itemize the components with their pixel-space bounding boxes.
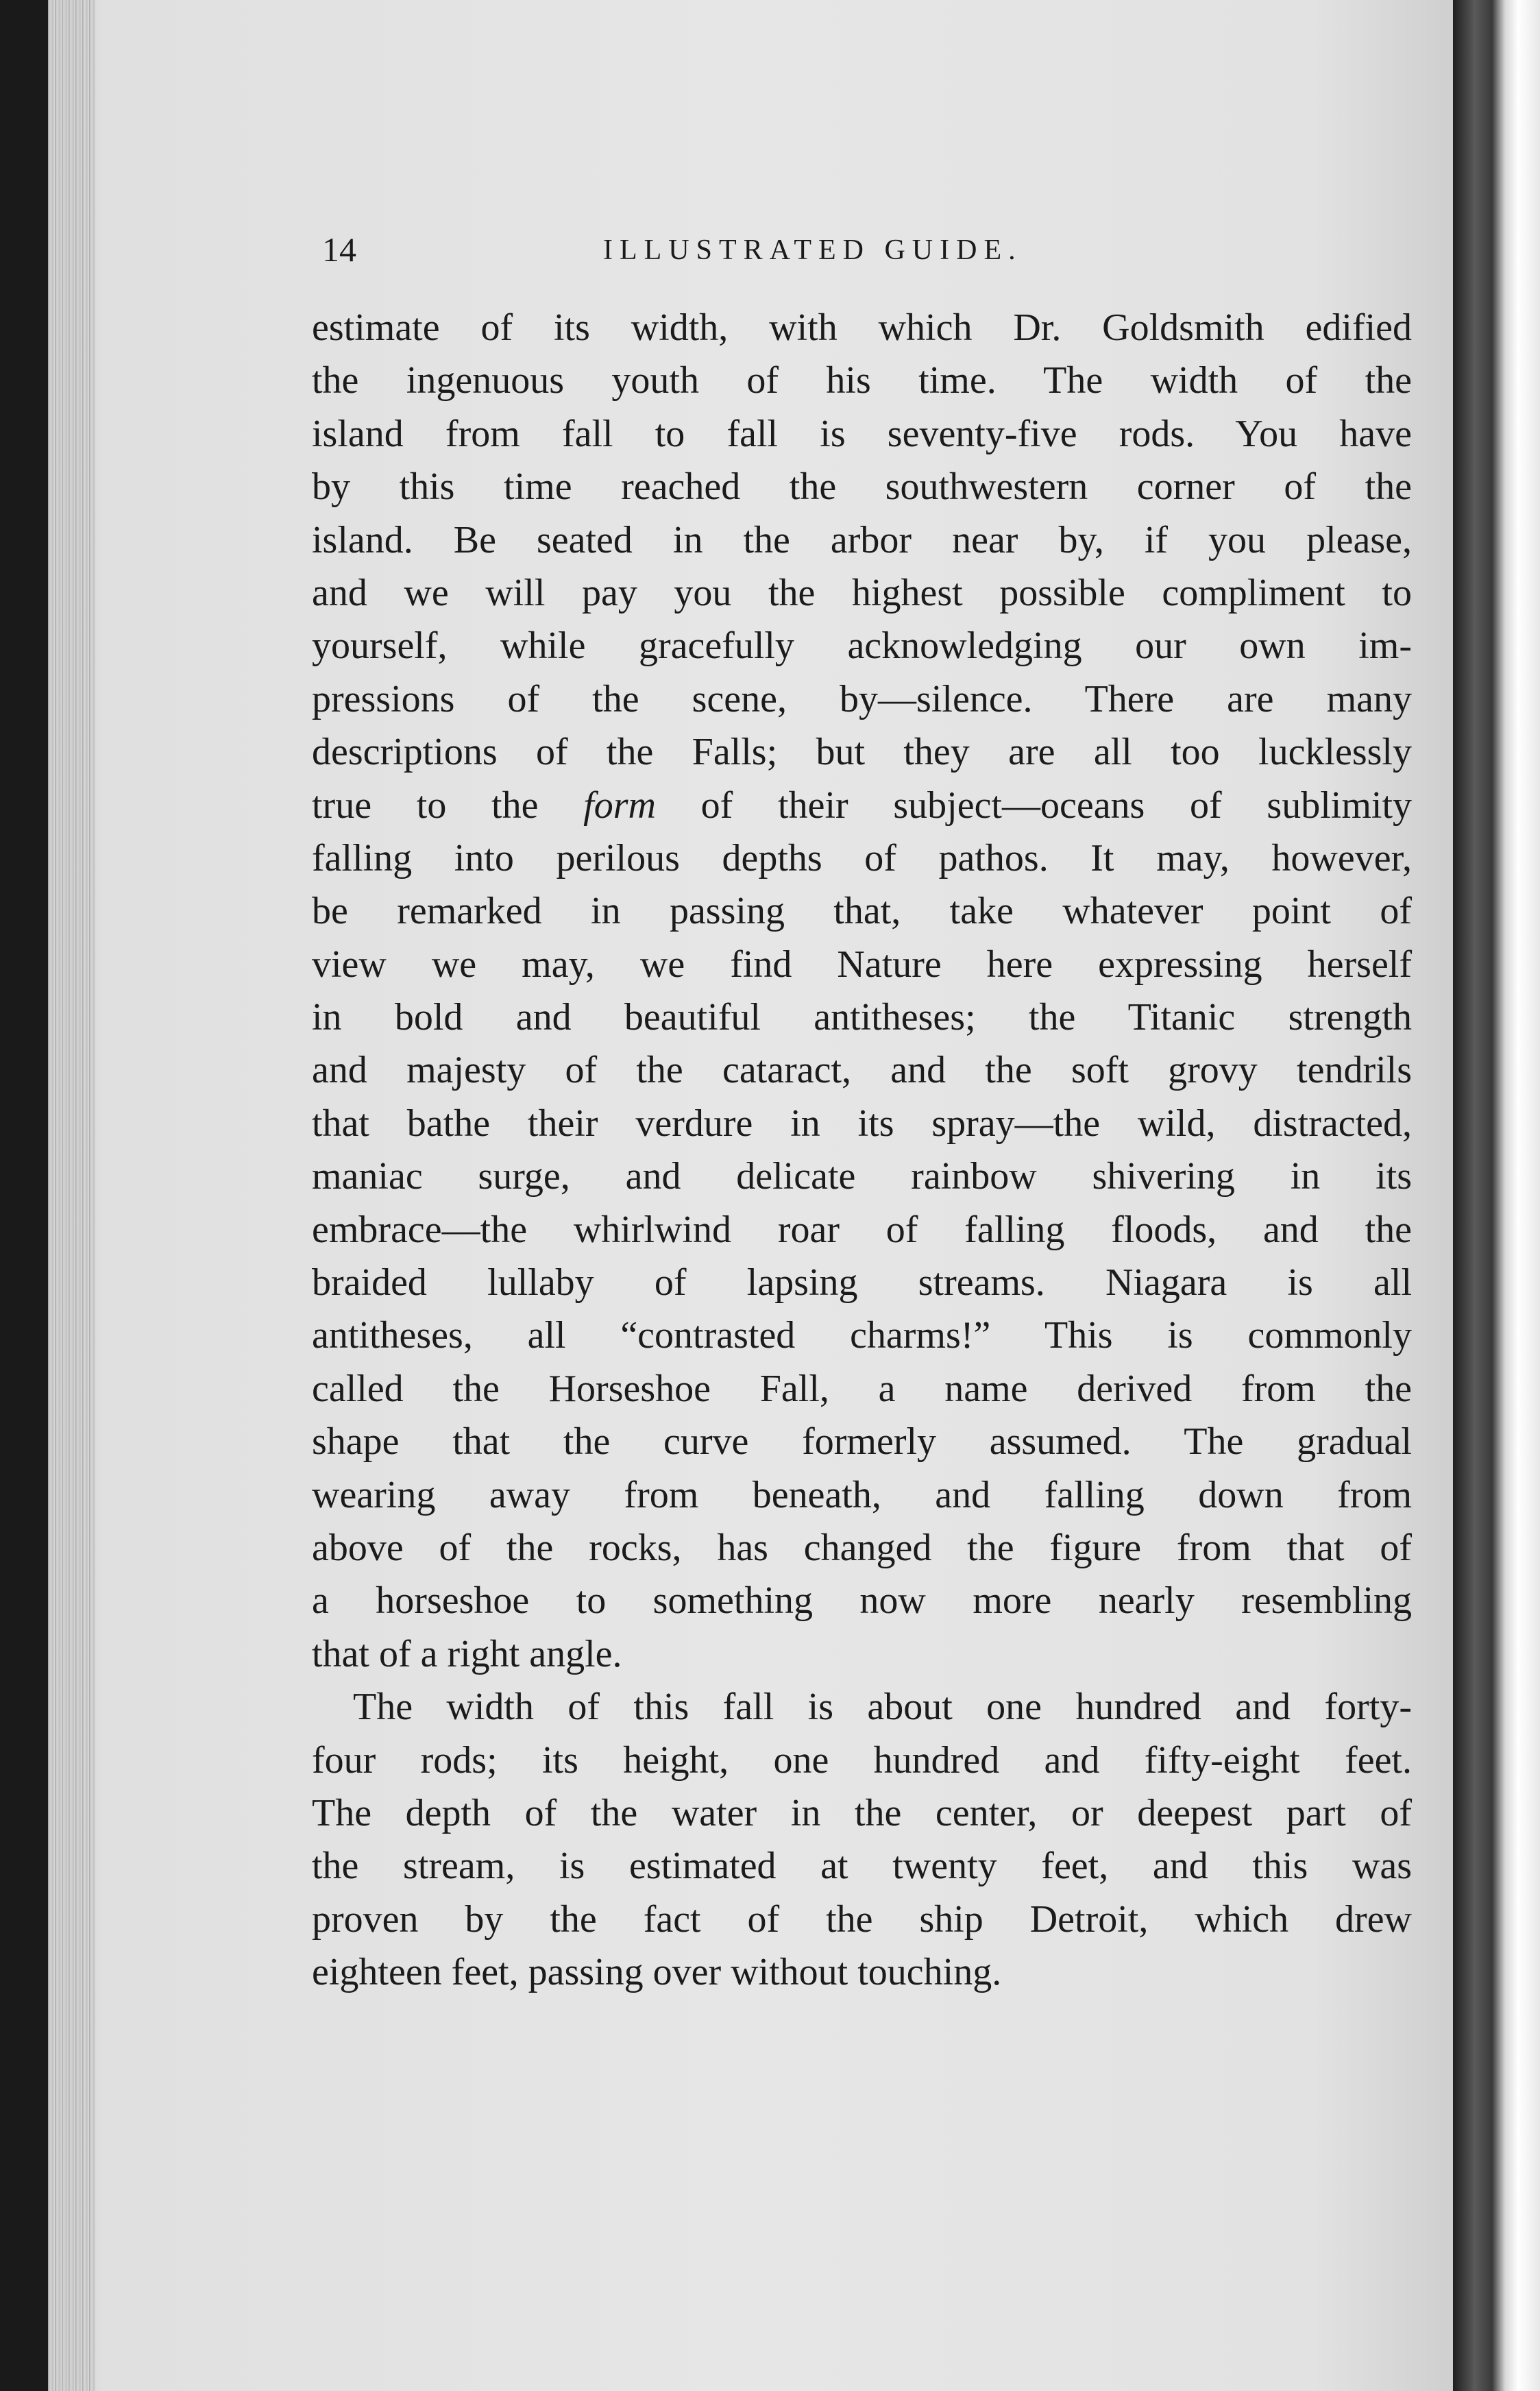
text-segment: view we may, we find Nature here expressing herself: [312, 943, 1412, 986]
text-segment: estimate of its width, with which Dr. Goldsmith edified: [312, 306, 1412, 349]
text-segment: antitheses, all “contrasted charms!” This is commonly: [312, 1314, 1412, 1357]
paragraph-1: [312, 302, 1412, 1681]
text-segment: by this time reached the southwestern corner of the: [312, 465, 1412, 509]
text-line: [312, 1787, 1412, 1840]
text-segment: four rods; its height, one hundred and fifty-eight feet.: [312, 1738, 1412, 1782]
text-segment: embrace—the whirlwind roar of falling floods, and the: [312, 1208, 1412, 1251]
text-line: [312, 514, 1412, 567]
text-line: [312, 1204, 1412, 1257]
text-segment: shape that the curve formerly assumed. The gradual: [312, 1420, 1412, 1464]
text-segment: pressions of the scene, by—silence. There are many: [312, 677, 1412, 720]
text-segment: that of a right angle.: [312, 1632, 622, 1675]
text-line: [312, 1734, 1412, 1787]
text-line: [312, 779, 1412, 832]
page-stack-edges: [48, 0, 96, 2391]
text-line: [312, 1097, 1412, 1150]
text-segment: a horseshoe to something now more nearly resembling: [312, 1579, 1412, 1623]
text-segment: island from fall to fall is seventy-five rods. You have: [312, 412, 1412, 455]
running-head: ILLUSTRATED GUIDE.: [603, 234, 1023, 266]
text-line: [312, 1257, 1412, 1309]
text-segment: The depth of the water in the center, or deepest part of: [312, 1791, 1412, 1834]
text-line: [312, 673, 1412, 726]
text-line: [312, 991, 1412, 1044]
text-line: [312, 408, 1412, 461]
text-line: [312, 1946, 1412, 1999]
text-line: [312, 1628, 1412, 1681]
text-segment: the ingenuous youth of his time. The width of the: [312, 359, 1412, 402]
text-segment: descriptions of the Falls; but they are all too lucklessly: [312, 731, 1412, 774]
text-line: [312, 1469, 1412, 1522]
text-line: [312, 832, 1412, 885]
text-line: [312, 1363, 1412, 1416]
text-segment: island. Be seated in the arbor near by, if you please,: [312, 518, 1412, 561]
text-line: [312, 1150, 1412, 1203]
text-line: [312, 1840, 1412, 1893]
text-line: [312, 885, 1412, 938]
body-text: [312, 302, 1412, 2000]
text-segment: the stream, is estimated at twenty feet, and this was: [312, 1845, 1412, 1888]
page-number: 14: [322, 230, 356, 269]
text-line: [312, 1309, 1412, 1362]
text-segment: yourself, while gracefully acknowledging our own im-: [312, 624, 1412, 668]
text-line: [312, 726, 1412, 779]
text-segment: wearing away from beneath, and falling down from: [312, 1473, 1412, 1516]
text-line: [312, 1044, 1412, 1097]
text-line: [312, 938, 1412, 991]
italic-word: form: [583, 784, 656, 827]
text-segment: eighteen feet, passing over without touching.: [312, 1951, 1002, 1994]
book-gutter: [1453, 0, 1540, 2391]
text-segment: maniac surge, and delicate rainbow shivering in its: [312, 1155, 1412, 1198]
text-line: [312, 302, 1412, 354]
text-segment: and we will pay you the highest possible compliment to: [312, 571, 1412, 614]
text-line: [312, 1522, 1412, 1575]
text-line: [312, 620, 1412, 672]
text-segment: be remarked in passing that, take whatever point of: [312, 890, 1412, 933]
text-line: [312, 1893, 1412, 1946]
page-header: [315, 230, 1412, 284]
text-segment: and majesty of the cataract, and the soft grovy tendrils: [312, 1049, 1412, 1092]
text-segment: falling into perilous depths of pathos. It may, however,: [312, 836, 1412, 879]
text-segment: of their subject—oceans of sublimity: [655, 784, 1412, 827]
text-line: [312, 1416, 1412, 1468]
text-segment: above of the rocks, has changed the figure from that of: [312, 1526, 1412, 1569]
text-line: [312, 461, 1412, 513]
paragraph-2: [312, 1681, 1412, 1999]
text-line: [312, 1575, 1412, 1627]
text-line: [312, 354, 1412, 407]
text-line: [312, 1681, 1412, 1734]
text-segment: proven by the fact of the ship Detroit, which drew: [312, 1897, 1412, 1941]
text-segment: true to the: [312, 784, 584, 827]
text-line: [312, 567, 1412, 620]
text-segment: The width of this fall is about one hundred and forty-: [353, 1686, 1412, 1729]
text-segment: that bathe their verdure in its spray—the wild, distracted,: [312, 1102, 1412, 1145]
text-segment: in bold and beautiful antitheses; the Titanic strength: [312, 996, 1412, 1039]
text-segment: braided lullaby of lapsing streams. Niagara is all: [312, 1261, 1412, 1304]
text-segment: called the Horseshoe Fall, a name derived from the: [312, 1367, 1412, 1410]
